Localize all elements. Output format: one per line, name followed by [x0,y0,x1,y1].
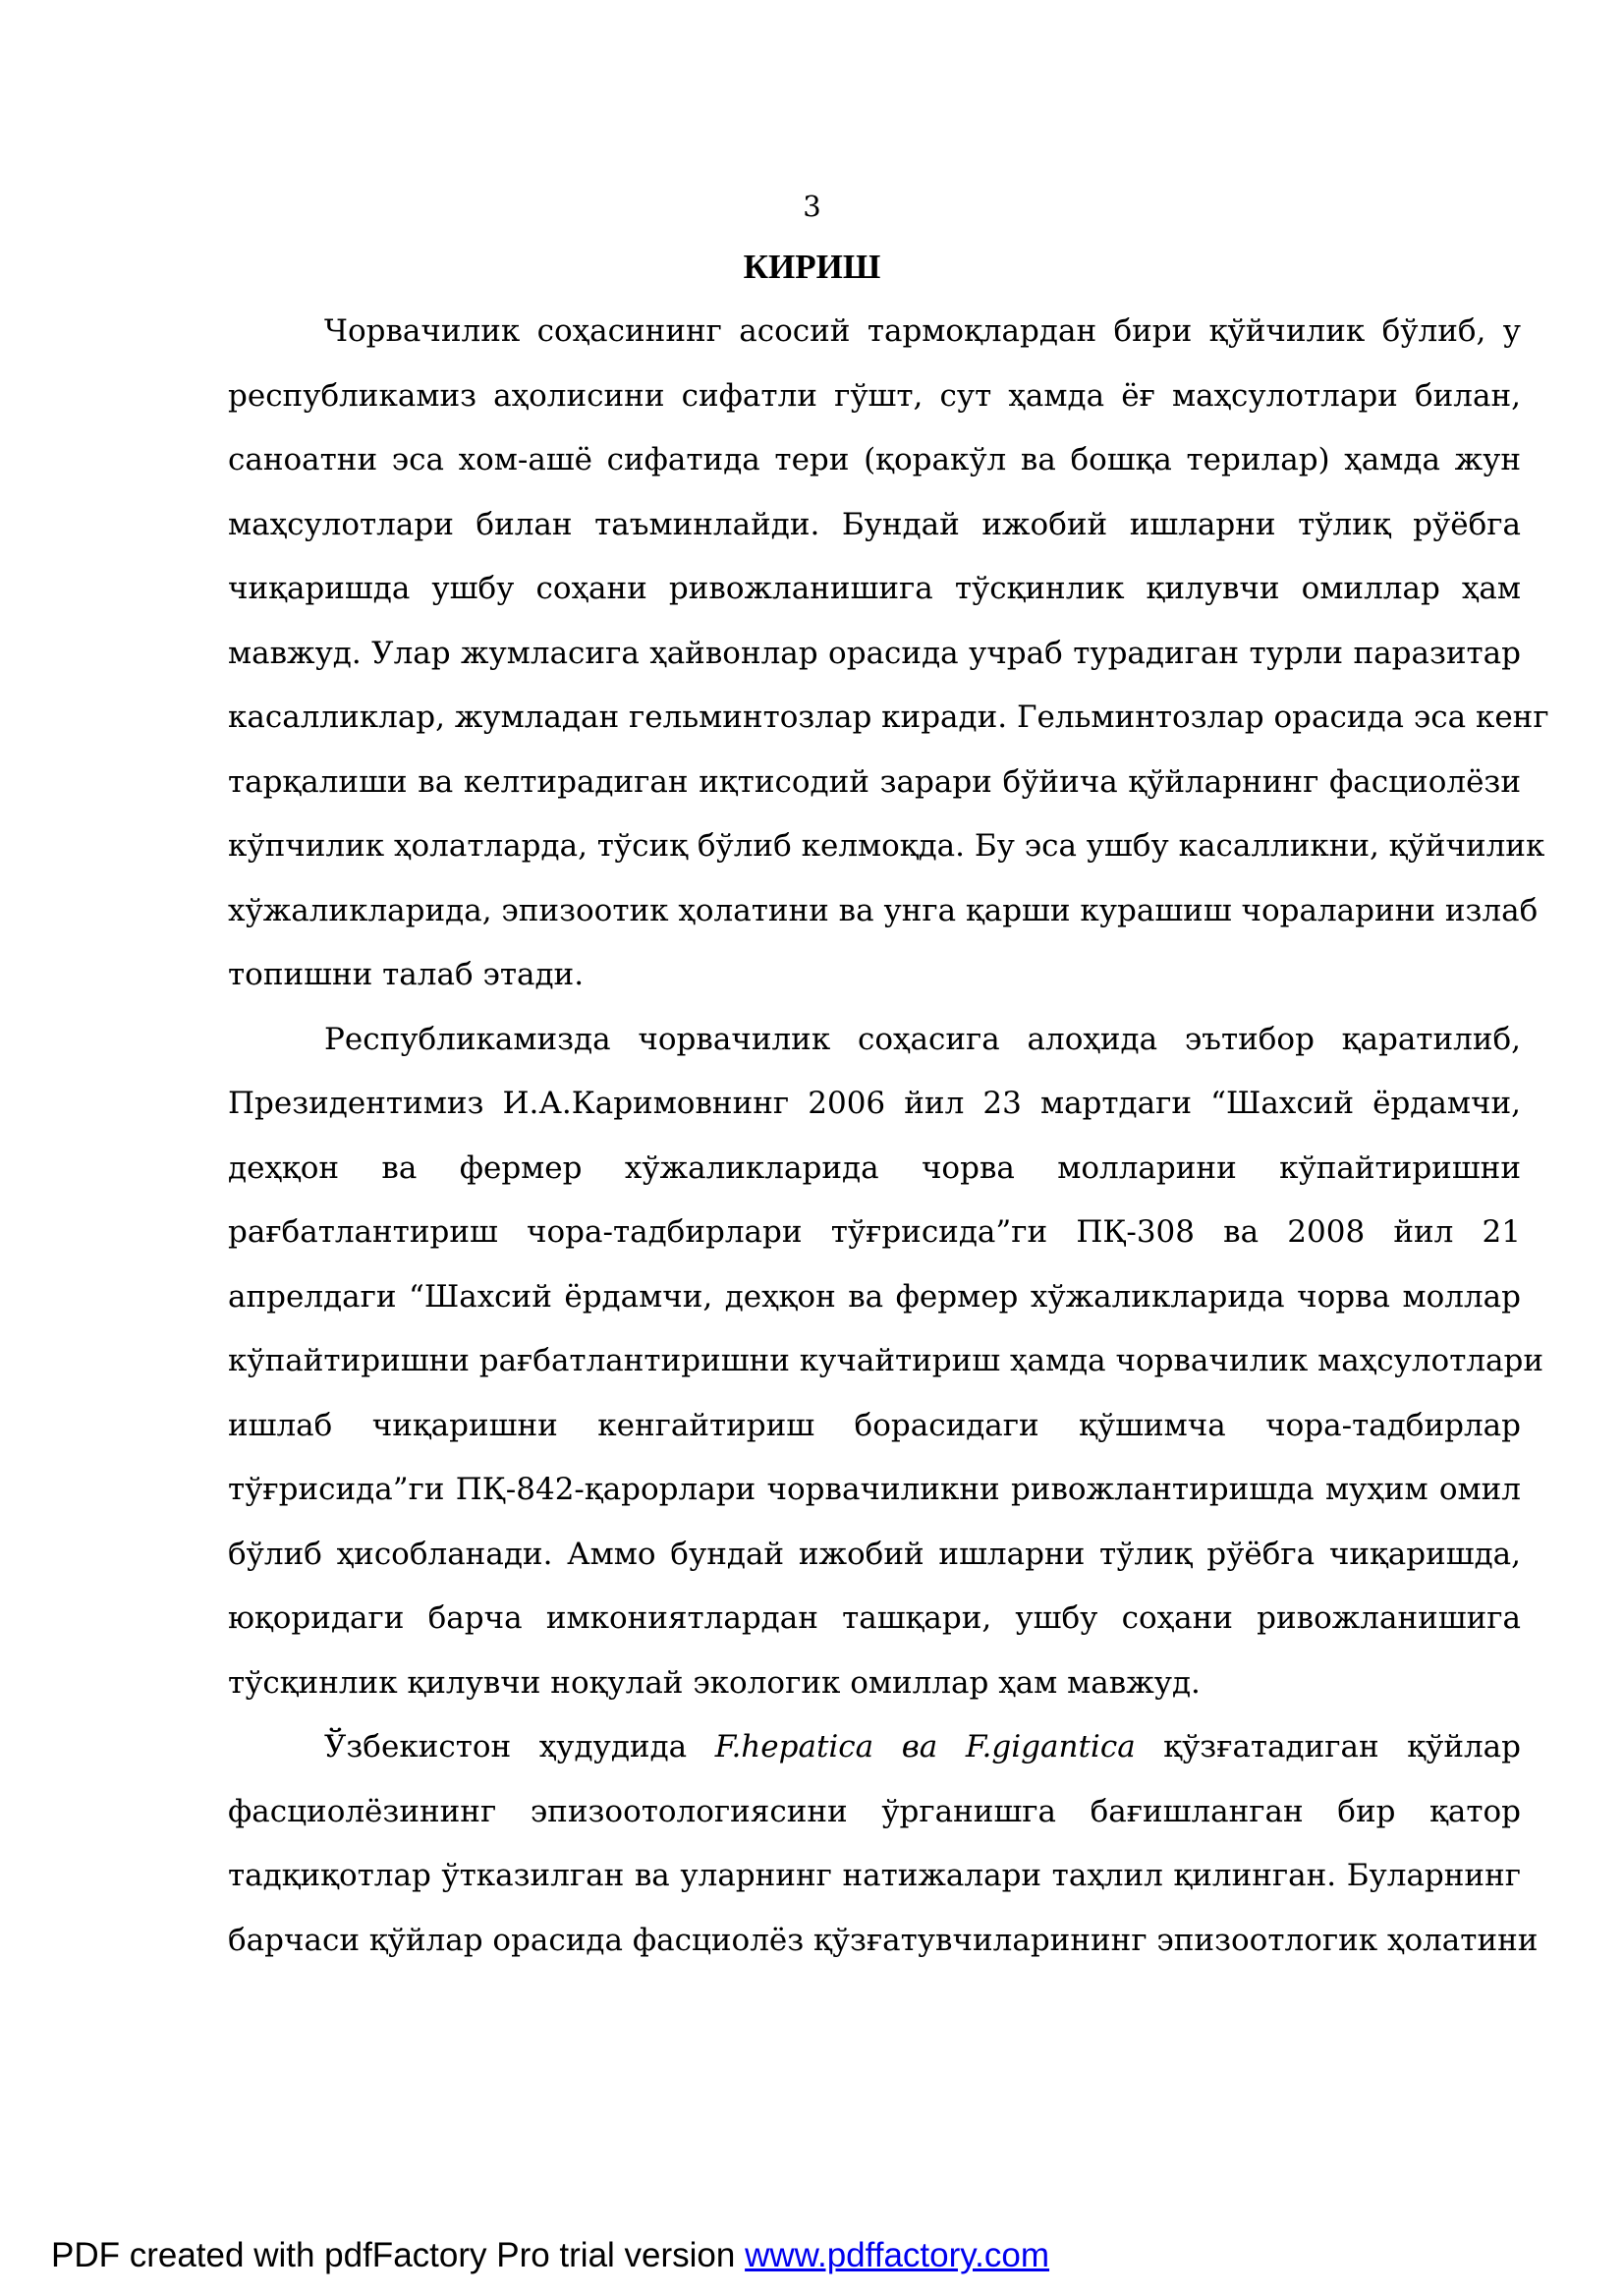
paragraph-line: юқоридаги барча имкониятлардан ташқари, ушбу соҳани ривожланишига [228,1600,1521,1636]
paragraph-line: тўсқинлик қилувчи ноқулай экологик омиллар ҳам мавжуд. [228,1664,1201,1701]
paragraph-line: бўлиб ҳисобланади. Аммо бундай ижобий ишларни тўлиқ рўёбга чиқаришда, [228,1536,1521,1572]
paragraph-line: республикамиз аҳолисини сифатли гўшт, сут ҳамда ёғ маҳсулотлари билан, [228,377,1521,414]
paragraph-line: Ўзбекистон ҳудудида F.hepatica ва F.gigantica қўзғатадиган қўйлар [324,1729,1521,1764]
paragraph-line: фасциолёзининг эпизоотологиясини ўрганишга бағишланган бир қатор [228,1793,1521,1829]
paragraph-line: мавжуд. Улар жумласига ҳайвонлар орасида учраб турадиган турли паразитар [228,635,1521,671]
paragraph-line: касалликлар, жумладан гельминтозлар киради. Гельминтозлар орасида эса кенг [228,700,1549,735]
species-names: F.hepatica ва F.gigantica [714,1729,1136,1764]
paragraph-line: маҳсулотлари билан таъминлайди. Бундай ижобий ишларни тўлиқ рўёбга [228,506,1521,542]
paragraph-line: ишлаб чиқаришни кенгайтириш борасидаги қўшимча чора-тадбирлар [228,1407,1521,1443]
paragraph-1 [228,300,1549,1008]
paragraph-line: деҳқон ва фермер хўжаликларида чорва молларини кўпайтиришни [228,1149,1521,1186]
paragraph-line: кўпчилик ҳолатларда, тўсиқ бўлиб келмоқда. Бу эса ушбу касалликни, қўйчилик [228,828,1545,864]
pdf-footer [51,2236,1049,2275]
page-number: 3 [803,190,821,223]
paragraph-line: барчаси қўйлар орасида фасциолёз қўзғатувчиларининг эпизоотлогик ҳолатини [228,1922,1539,1958]
paragraph-line: кўпайтиришни рағбатлантиришни кучайтириш ҳамда чорвачилик маҳсулотлари [228,1343,1544,1378]
paragraph-line: тўғрисида”ги ПҚ-842-қарорлари чорвачиликни ривожлантиришда муҳим омил [228,1472,1521,1507]
paragraph-2 [228,1008,1544,1716]
section-heading: КИРИШ [743,248,881,286]
paragraph-line: Президентимиз И.А.Каримовнинг 2006 йил 23 мартдаги “Шахсий ёрдамчи, [228,1086,1521,1121]
paragraph-line: рағбатлантириш чора-тадбирлари тўғрисида”ги ПҚ-308 ва 2008 йил 21 [228,1214,1521,1250]
paragraph-line: Чорвачилик соҳасининг асосий тармоқлардан бири қўйчилик бўлиб, у [324,313,1521,349]
paragraph-3 [228,1715,1539,1973]
paragraph-line: топишни талаб этади. [228,957,585,992]
paragraph-line: Республикамизда чорвачилик соҳасига алоҳида эътибор қаратилиб, [324,1021,1521,1057]
paragraph-line: тарқалиши ва келтирадиган иқтисодий зарари бўйича қўйларнинг фасциолёзи [228,763,1521,800]
paragraph-line: тадқиқотлар ўтказилган ва уларнинг натижалари таҳлил қилинган. Буларнинг [228,1858,1521,1893]
paragraph-line: саноатни эса хом-ашё сифатида тери (қоракўл ва бошқа терилар) ҳамда жун [228,442,1521,477]
paragraph-line: чиқаришда ушбу соҳани ривожланишига тўсқинлик қилувчи омиллар ҳам [228,571,1521,606]
paragraph-line: апрелдаги “Шахсий ёрдамчи, деҳқон ва фермер хўжаликларида чорва моллар [228,1278,1521,1315]
body-text [228,300,1549,1973]
footer-text: PDF created with pdfFactory Pro trial version [51,2236,746,2274]
paragraph-line: хўжаликларида, эпизоотик ҳолатини ва унга қарши курашиш чораларини излаб [228,892,1539,928]
footer-link[interactable]: www.pdffactory.com [745,2236,1050,2274]
